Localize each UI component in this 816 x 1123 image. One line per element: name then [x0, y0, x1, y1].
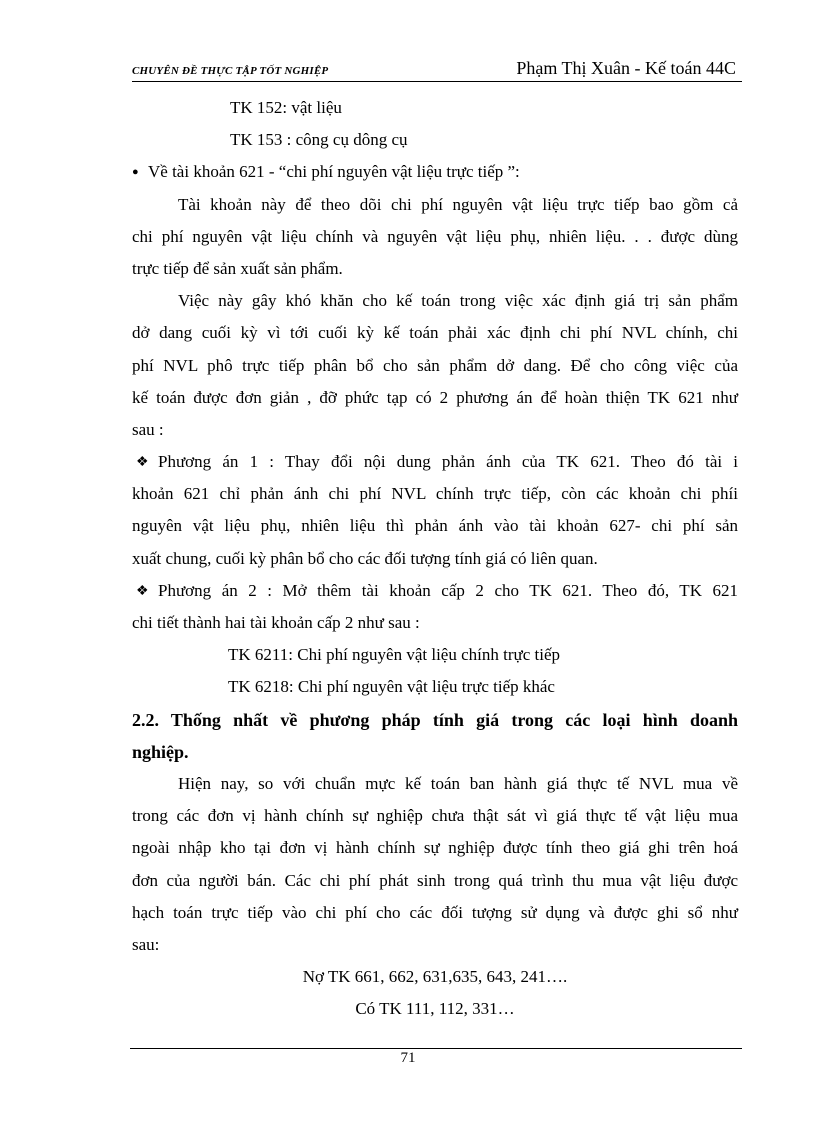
- page-header: [132, 56, 742, 86]
- text-line: Hiện nay, so với chuẩn mực kế toán ban hành giá thực tế NVL mua về: [178, 773, 738, 793]
- text-line: sau :: [132, 419, 164, 439]
- text-line: TK 153 : công cụ dông cụ: [230, 130, 408, 150]
- diamond-bullet-icon: ❖: [136, 583, 149, 599]
- text-line: đơn của người bán. Các chi phí phát sinh trong quá trình thu mua vật liệu được: [132, 870, 738, 890]
- option-text: Phương án 2 : Mở thêm tài khoản cấp 2 cho TK 621. Theo đó, TK 621: [158, 580, 738, 600]
- header-rule: [132, 81, 742, 82]
- text-line: chi phí nguyên vật liệu chính và nguyên vật liệu phụ, nhiên liệu. . . được dùng: [132, 226, 738, 246]
- text-line: hạch toán trực tiếp vào chi phí cho các đối tượng sử dụng và được ghi sổ như: [132, 902, 738, 922]
- page-number: 71: [400, 1050, 416, 1066]
- text-line: sau:: [132, 934, 160, 954]
- text-line: chi tiết thành hai tài khoản cấp 2 như sau :: [132, 613, 420, 632]
- option-text: Phương án 1 : Thay đổi nội dung phản ánh của TK 621. Theo đó tài i: [158, 452, 738, 472]
- page-body: [132, 93, 738, 1026]
- text-line: xuất chung, cuối kỳ phân bổ cho các đối tượng tính giá có liên quan.: [132, 548, 598, 568]
- text-line: Tài khoản này để theo dõi chi phí nguyên vật liệu trực tiếp bao gồm cả: [178, 194, 738, 214]
- text-line: phí NVL phô trực tiếp phân bổ cho sản phẩm dở dang. Để cho công việc của: [132, 355, 738, 375]
- header-author: Phạm Thị Xuân - Kế toán 44C: [516, 58, 736, 78]
- option-item: [132, 447, 738, 479]
- text-line: TK 6211: Chi phí nguyên vật liệu chính trực tiếp: [228, 645, 560, 665]
- text-line: TK 152: vật liệu: [230, 98, 342, 117]
- entry-line: Nợ TK 661, 662, 631,635, 643, 241….: [302, 967, 568, 987]
- text-line: Việc này gây khó khăn cho kế toán trong việc xác định giá trị sản phẩm: [178, 291, 738, 311]
- bullet-text: Về tài khoản 621 - “chi phí nguyên vật liệu trực tiếp ”:: [148, 162, 520, 182]
- diamond-bullet-icon: ❖: [136, 455, 149, 471]
- option-item: [132, 576, 738, 608]
- section-heading: nghiệp.: [132, 741, 189, 762]
- text-line: nguyên vật liệu phụ, nhiên liệu thì phản ánh vào tài khoản 627- chi phí sản: [132, 516, 738, 536]
- bullet-icon: ●: [132, 166, 139, 179]
- text-line: trực tiếp để sản xuất sản phẩm.: [132, 258, 343, 278]
- footer-rule: [130, 1048, 742, 1049]
- header-document-title: CHUYÊN ĐỀ THỰC TẬP TỐT NGHIỆP: [132, 65, 329, 77]
- bullet-item: [132, 157, 738, 189]
- entry-line: Có TK 111, 112, 331…: [355, 999, 515, 1019]
- text-line: ngoài nhập kho tại đơn vị hành chính sự nghiệp được tính theo giá ghi trên hoá: [132, 838, 738, 858]
- text-line: TK 6218: Chi phí nguyên vật liệu trực tiếp khác: [228, 677, 555, 697]
- text-line: dở dang cuối kỳ vì tới cuối kỳ kế toán phải xác định chi phí NVL chính, chi: [132, 323, 738, 343]
- text-line: khoản 621 chỉ phản ánh chi phí NVL chính trực tiếp, còn các khoản chi phíi: [132, 484, 738, 504]
- section-heading: 2.2. Thống nhất về phương pháp tính giá trong các loại hình doanh: [132, 709, 738, 730]
- text-line: trong các đơn vị hành chính sự nghiệp chưa thật sát vì giá thực tế vật liệu mua: [132, 806, 738, 826]
- text-line: kế toán được đơn giản , đỡ phức tạp có 2 phương án để hoàn thiện TK 621 như: [132, 387, 738, 407]
